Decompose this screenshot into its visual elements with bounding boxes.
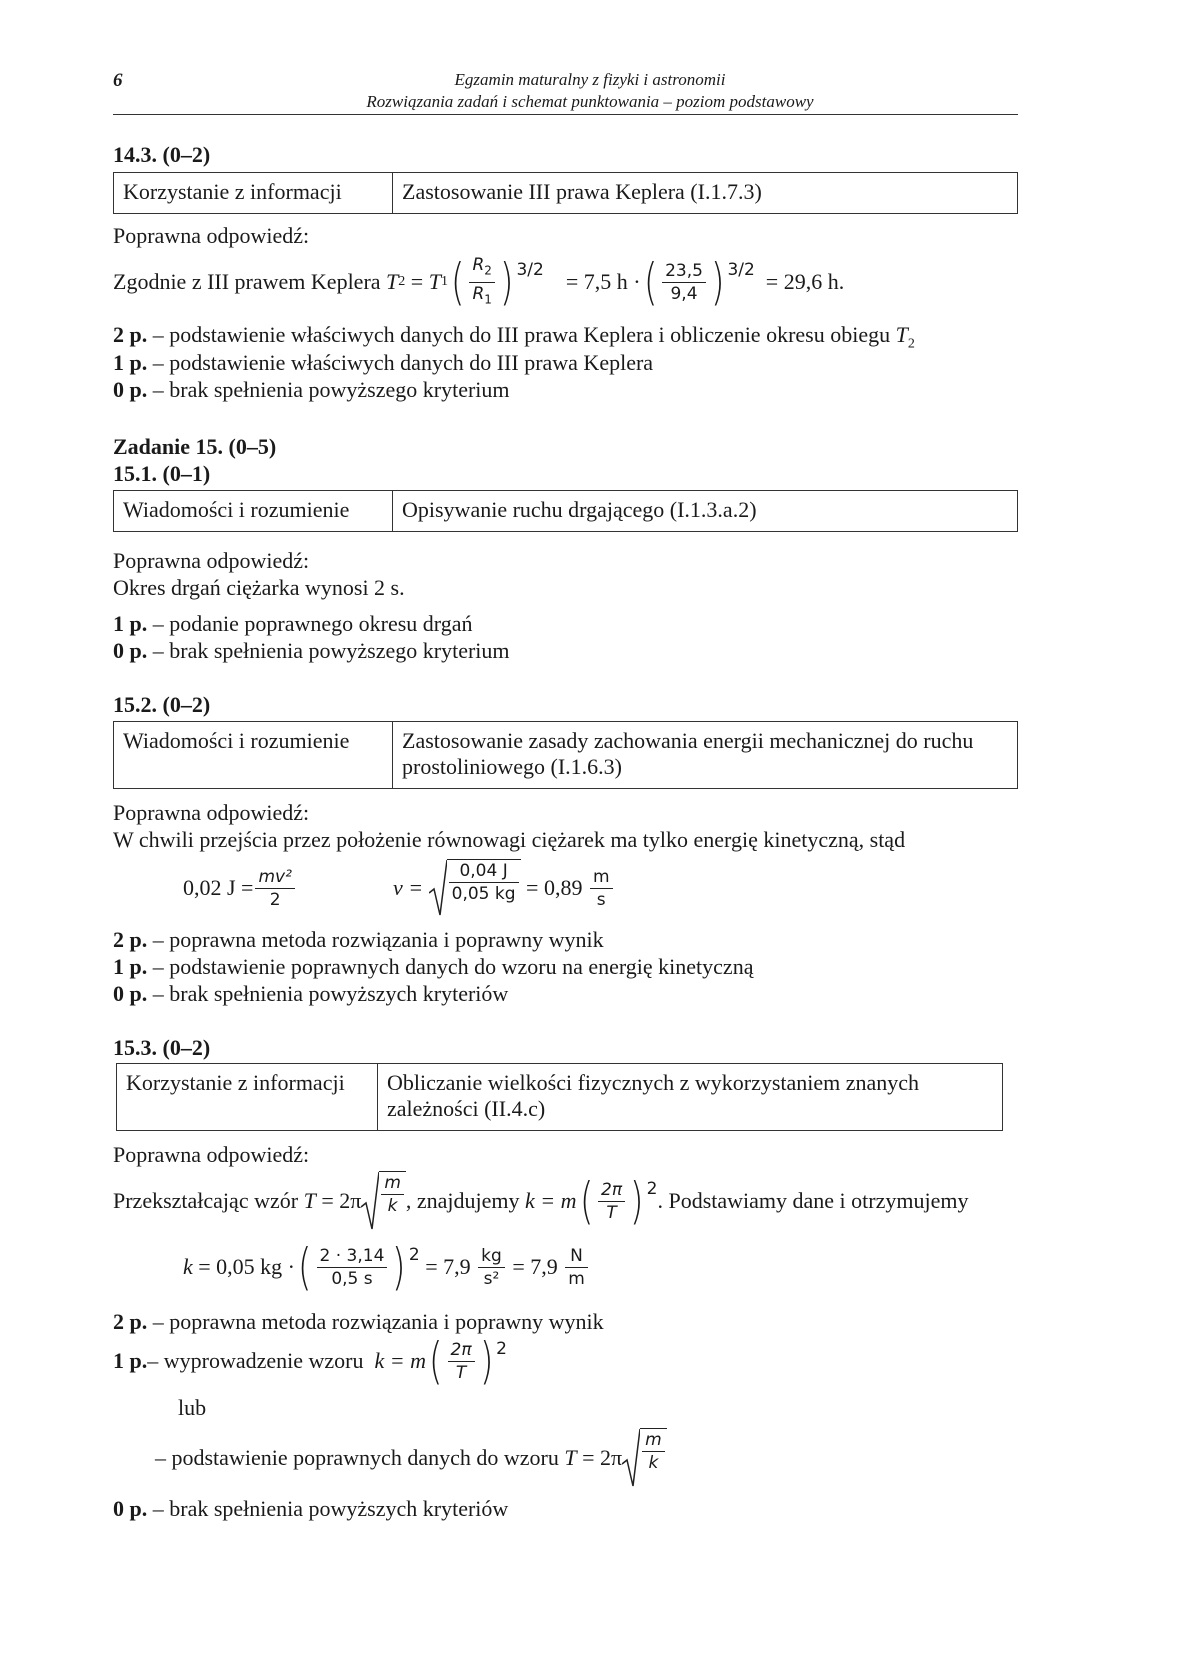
score-1p: 1 p. – podstawienie właściwych danych do III prawa Keplera (113, 350, 654, 375)
score-2p: 2 p. – podstawienie właściwych danych do III prawa Keplera i obliczenie okresu obiegu $T_2$ (113, 322, 915, 352)
criteria-table-15-1 (113, 490, 1018, 532)
energy-equation: 0,02 J = $\frac{\text{mv²}}{2}$ (183, 858, 297, 918)
score-2p: 2 p. – poprawna metoda rozwiązania i poprawny wynik (113, 1309, 604, 1334)
section-heading-14-3: 14.3. (0–2) (113, 142, 211, 167)
answer-label: Poprawna odpowiedź: (113, 223, 310, 248)
header-subtitle: Rozwiązania zadań i schemat punktowania – poziom podstawowy (366, 92, 814, 111)
header-title: Egzamin maturalny z fizyki i astronomii (454, 70, 726, 89)
criteria-category: Wiadomości i rozumienie (114, 722, 393, 789)
criteria-table-15-3 (116, 1063, 1003, 1131)
criteria-table-15-2 (113, 721, 1018, 789)
answer-label: Poprawna odpowiedź: (113, 800, 310, 825)
score-1p: 1 p. – podstawienie poprawnych danych do wzoru na energię kinetyczną (113, 954, 754, 979)
criteria-category: Wiadomości i rozumienie (114, 491, 393, 532)
section-heading-15-3: 15.3. (0–2) (113, 1035, 211, 1060)
criteria-category: Korzystanie z informacji (117, 1064, 378, 1131)
answer-text: W chwili przejścia przez położenie równowagi ciężarek ma tylko energię kinetyczną, stąd (113, 827, 906, 852)
score-2p: 2 p. – poprawna metoda rozwiązania i poprawny wynik (113, 927, 604, 952)
header-rule (113, 114, 1018, 115)
criteria-category: Korzystanie z informacji (114, 173, 393, 214)
section-heading-15-1: 15.1. (0–1) (113, 461, 211, 486)
answer-label: Poprawna odpowiedź: (113, 1142, 310, 1167)
criteria-description: Opisywanie ruchu drgającego (I.1.3.a.2) (393, 491, 1018, 532)
transform-formula: Przekształcając wzór T = 2π $\frac{m}{k}$ , znajdujemy k = m ( $\frac{2\pi}{T}$ ) 2 . Podstawiamy dane i otrzymujemy (113, 1172, 969, 1230)
velocity-equation: v = $\frac{0,04 J}{0,05 kg}$ = 0,89 $\frac{m}{s}$ (393, 856, 615, 920)
calc-formula: k = 0,05 kg · ( $\frac{2 \cdot 3,14}{0,5 s}$ ) 2 = 7,9 $\frac{kg}{\text{s²}}$ = 7,9 $\frac{N}{m}$ (183, 1235, 590, 1299)
radius-ratio: $\frac{R_2}{R_1}$ (469, 254, 494, 310)
criteria-description: Zastosowanie zasady zachowania energii mechanicznej do ruchu prostoliniowego (I.1.6.3) (393, 722, 1018, 789)
task-heading-15: Zadanie 15. (0–5) (113, 434, 277, 459)
section-heading-15-2: 15.2. (0–2) (113, 692, 211, 717)
score-0p: 0 p. – brak spełnienia powyższego kryterium (113, 638, 510, 663)
score-0p: 0 p. – brak spełnienia powyższego kryterium (113, 377, 510, 402)
score-0p: 0 p. – brak spełnienia powyższych kryteriów (113, 1496, 509, 1521)
formula-prefix: Zgodnie z III prawem Keplera (113, 269, 381, 294)
criteria-description: Obliczanie wielkości fizycznych z wykorzystaniem znanych zależności (II.4.c) (378, 1064, 1003, 1131)
score-1p-alt: – podstawienie poprawnych danych do wzoru T = 2π $\frac{m}{k}$ (155, 1425, 667, 1491)
or-label: lub (178, 1395, 207, 1420)
criteria-description: Zastosowanie III prawa Keplera (I.1.7.3) (393, 173, 1018, 214)
criteria-table-14-3 (113, 172, 1018, 214)
answer-text: Okres drgań ciężarka wynosi 2 s. (113, 575, 405, 600)
answer-label: Poprawna odpowiedź: (113, 548, 310, 573)
score-1p: 1 p. – wyprowadzenie wzoru k = m ( $\frac{2\pi}{T}$ ) 2 (113, 1332, 507, 1390)
kepler-formula: Zgodnie z III prawem Keplera T 2 = T 1 ( $\frac{R_2}{R_1}$ ) 3/2 = 7,5 h · ( $\frac{23,5}{9,4}$ ) 3/2 = 29,6 h. (113, 253, 845, 311)
score-1p: 1 p. – podanie poprawnego okresu drgań (113, 611, 473, 636)
page-number: 6 (113, 70, 123, 91)
score-0p: 0 p. – brak spełnienia powyższych kryteriów (113, 981, 509, 1006)
